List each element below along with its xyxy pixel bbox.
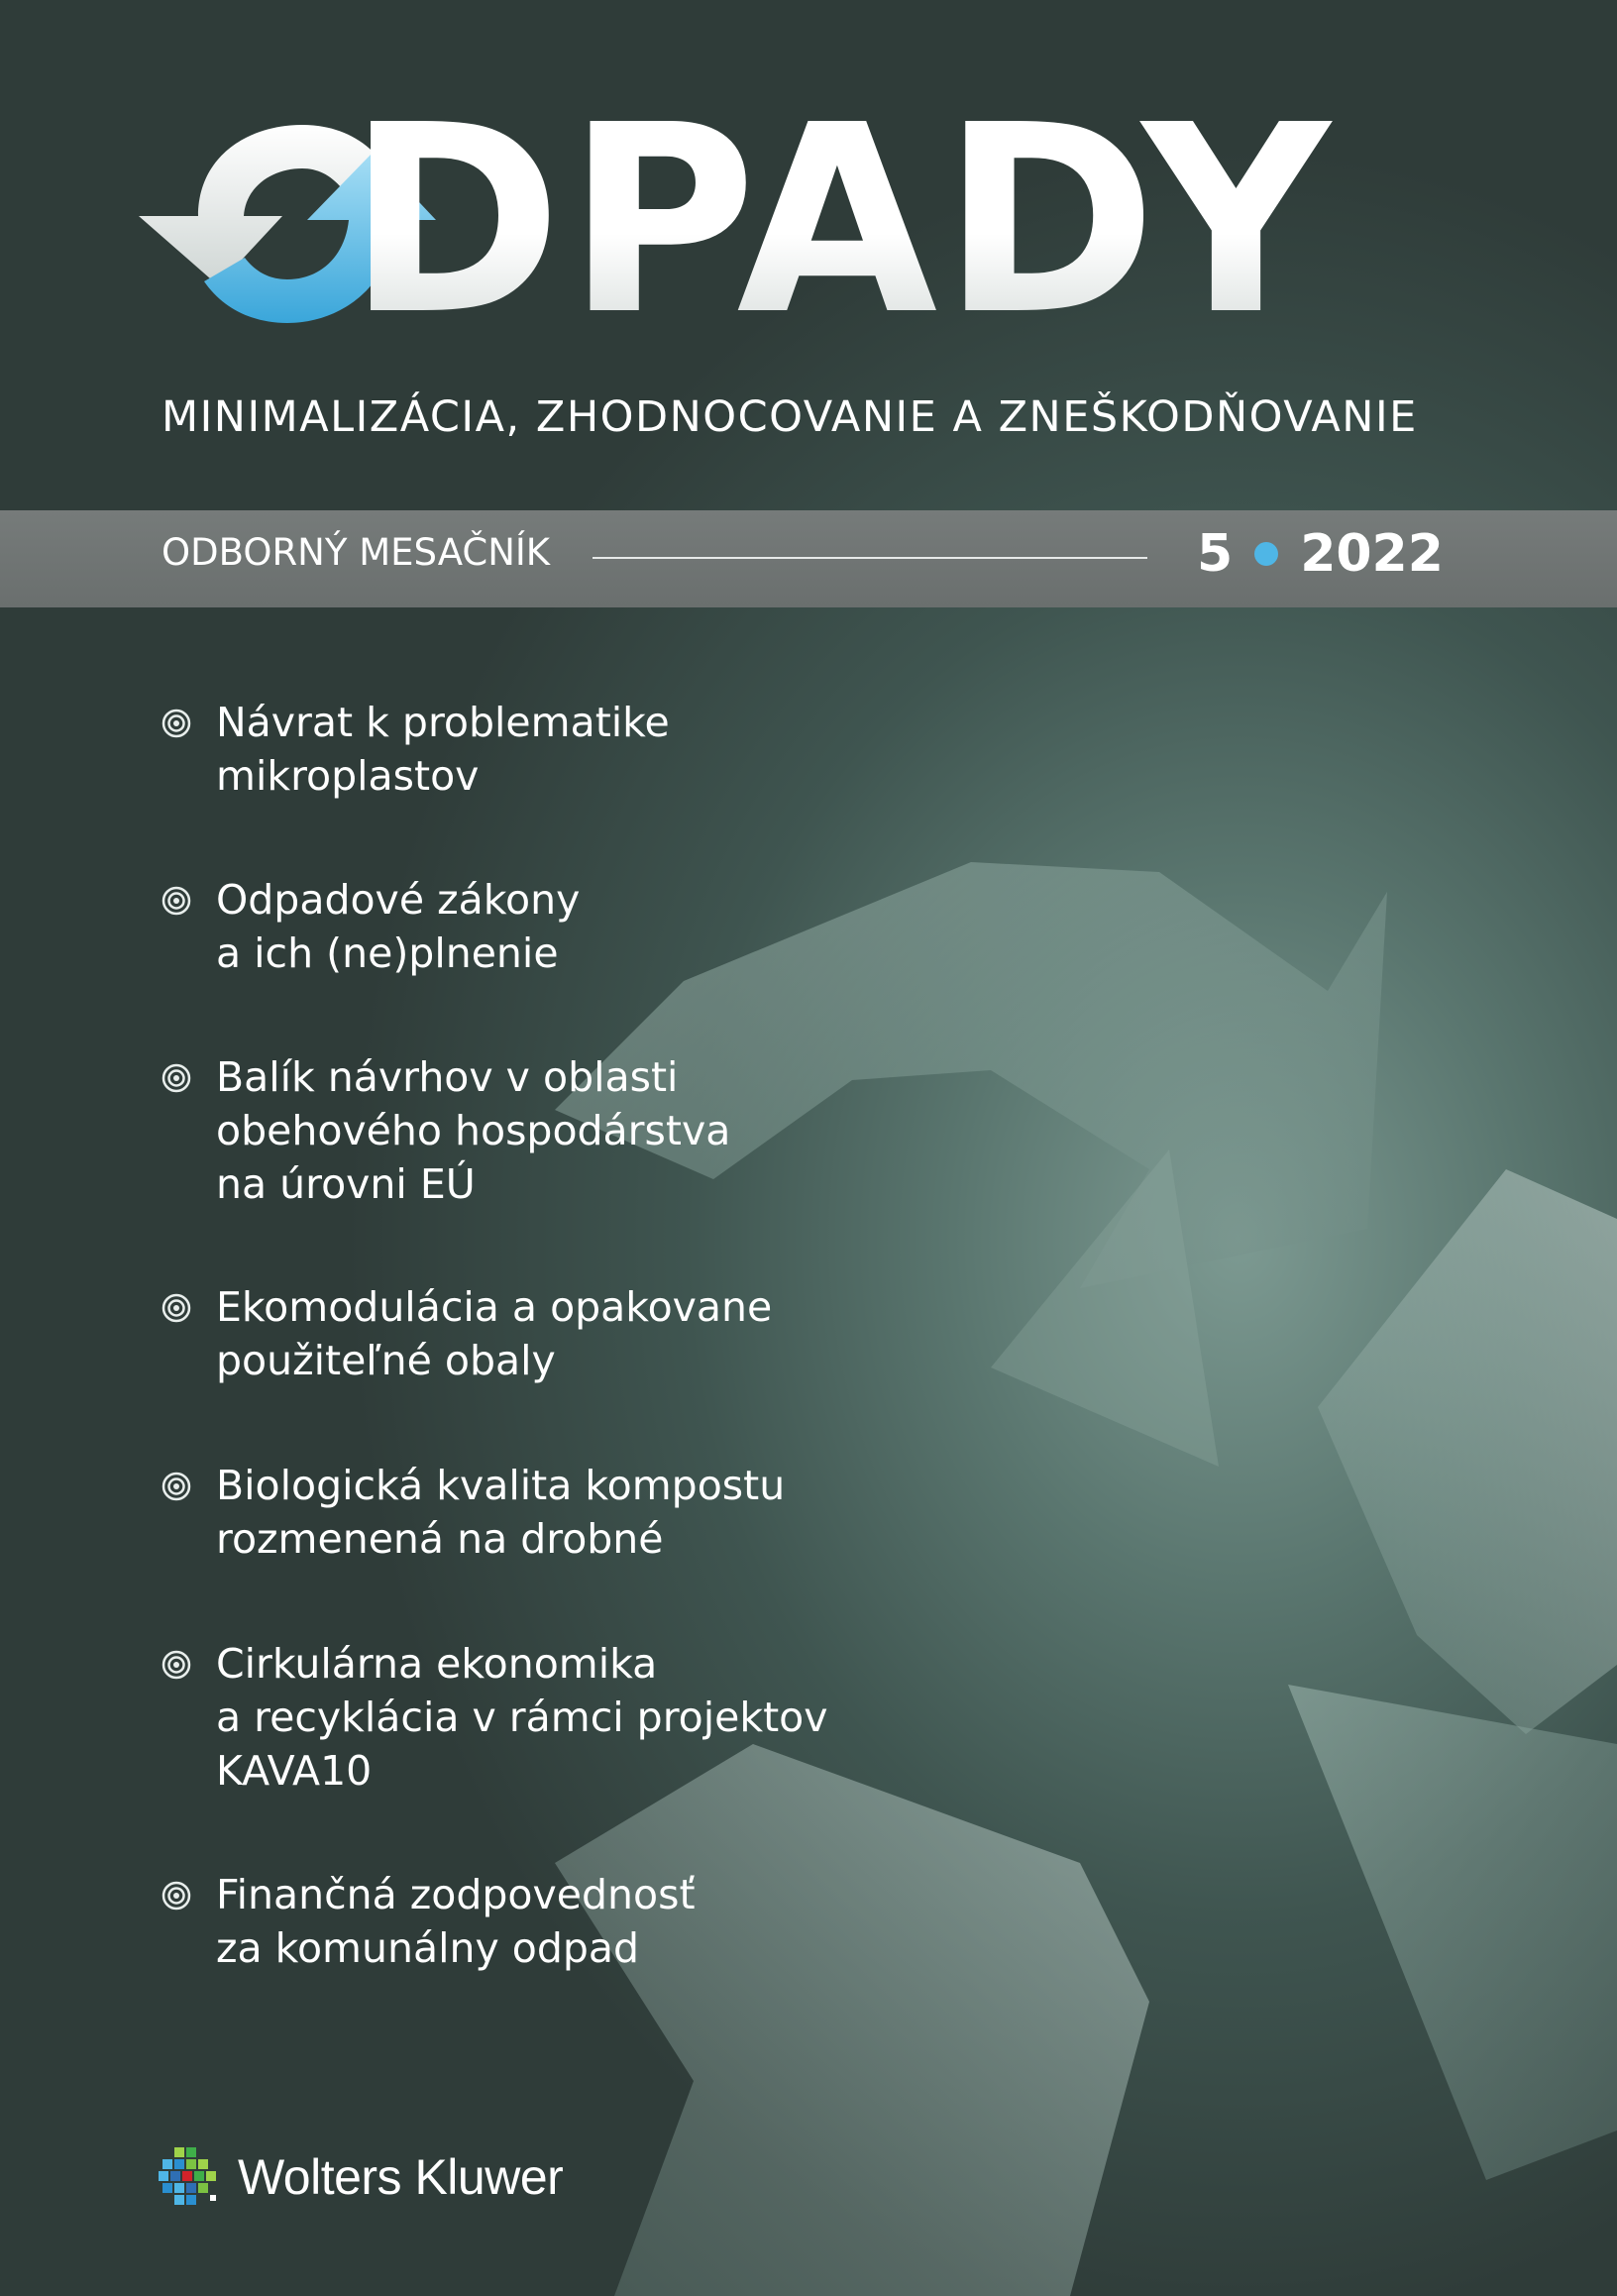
magazine-subtitle: MINIMALIZÁCIA, ZHODNOCOVANIE A ZNEŠKODŇOVANIE xyxy=(162,392,1418,442)
toc-item-text: Cirkulárna ekonomika a recyklácia v rámci projektov KAVA10 xyxy=(216,1640,828,1795)
band-divider xyxy=(593,557,1147,559)
concentric-circle-bullet-icon xyxy=(162,1472,191,1501)
periodicity-label: ODBORNÝ MESAČNÍK xyxy=(162,531,551,574)
publisher-name: Wolters Kluwer xyxy=(238,2149,564,2205)
issue-dot-icon xyxy=(1254,542,1278,566)
issue-year: 2022 xyxy=(1300,524,1444,584)
concentric-circle-bullet-icon xyxy=(162,1650,191,1680)
toc-item-text: Biologická kvalita kompostu rozmenená na drobné xyxy=(216,1462,786,1563)
toc-item-text: Balík návrhov v oblasti obehového hospodárstva na úrovni EÚ xyxy=(216,1053,731,1208)
concentric-circle-bullet-icon xyxy=(162,1881,191,1911)
publisher-logo xyxy=(157,2142,563,2212)
concentric-circle-bullet-icon xyxy=(162,886,191,916)
concentric-circle-bullet-icon xyxy=(162,709,191,738)
toc-item-text: Návrat k problematike mikroplastov xyxy=(216,699,670,800)
issue-info xyxy=(1197,519,1444,589)
issue-number: 5 xyxy=(1197,524,1234,584)
toc-item-text: Finančná zodpovednosť za komunálny odpad xyxy=(216,1871,696,1972)
toc-item-text: Ekomodulácia a opakovane použiteľné obaly xyxy=(216,1283,773,1384)
toc-item-text: Odpadové zákony a ich (ne)plnenie xyxy=(216,876,581,977)
concentric-circle-bullet-icon xyxy=(162,1063,191,1093)
concentric-circle-bullet-icon xyxy=(162,1293,191,1323)
magazine-title: DPADY xyxy=(347,69,1335,372)
wolters-kluwer-mosaic-icon xyxy=(157,2145,220,2209)
